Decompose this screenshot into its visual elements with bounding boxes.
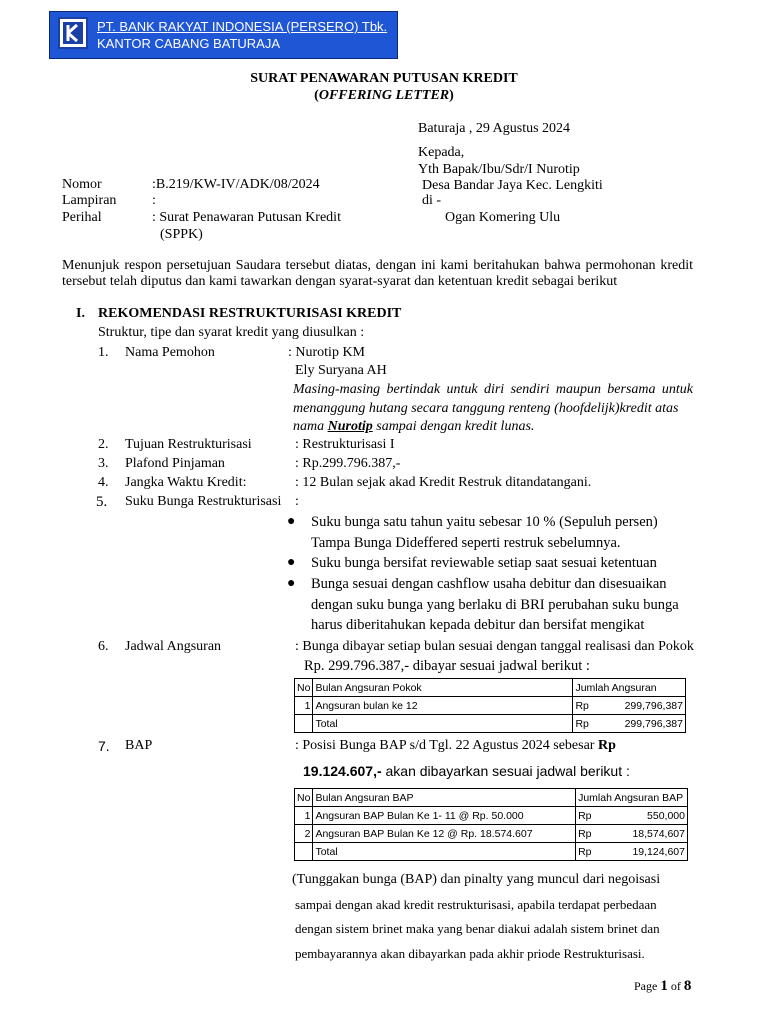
table-header-row — [295, 789, 688, 807]
intro-line-2: tersebut telah diputus dan kami tawarkan dengan syarat-syarat dan ketentuan kredit sebagai berikut — [62, 274, 618, 289]
bullet-dot-icon: ● — [287, 514, 296, 529]
table-cell-no: 2 — [295, 825, 313, 843]
table-cell-no — [295, 843, 313, 861]
bank-name: PT. BANK RAKYAT INDONESIA (PERSERO) Tbk. — [97, 19, 388, 34]
closing-line-3: dengan sistem brinet maka yang benar diakui adalah sistem brinet dan — [295, 921, 660, 936]
table-cell-no: 1 — [295, 697, 313, 715]
page-indicator: Page 1 of 8 — [634, 978, 692, 994]
item-3-number: 3. — [98, 456, 109, 471]
bullet-1-line-1: Suku bunga satu tahun yaitu sebesar 10 % (Sepuluh persen) — [311, 514, 658, 530]
table-cell-amount: 18,574,607 — [626, 825, 688, 843]
item-1-note-3: nama Nurotip sampai dengan kredit lunas. — [293, 419, 535, 434]
bri-logo-icon — [58, 17, 88, 49]
branch-name: KANTOR CABANG BATURAJA — [97, 36, 280, 51]
bap-table — [294, 788, 688, 861]
table-cell-desc: Total — [313, 843, 576, 861]
nomor-label: Nomor — [62, 177, 102, 192]
closing-line-4: pembayarannya akan dibayarkan pada akhir priode Restrukturisasi. — [295, 946, 645, 961]
section-heading: REKOMENDASI RESTRUKTURISASI KREDIT — [98, 306, 402, 321]
bullet-3-line-3: harus diberitahukan kepada debitur dan bersifat mengikat — [311, 617, 645, 633]
item-4-label: Jangka Waktu Kredit: — [125, 475, 247, 490]
place-date: Baturaja , 29 Agustus 2024 — [418, 121, 571, 136]
table-header-desc: Bulan Angsuran BAP — [313, 789, 576, 807]
item-6-value-2: Rp. 299.796.387,- dibayar sesuai jadwal berikut : — [304, 658, 590, 674]
bullet-dot-icon: ● — [287, 576, 296, 591]
table-cell-desc: Total — [313, 715, 573, 733]
item-1-value: : Nurotip KM — [288, 345, 365, 360]
item-4-number: 4. — [98, 475, 109, 490]
item-3-value: : Rp.299.796.387,- — [295, 456, 401, 471]
table-cell-amount: 299,796,387 — [623, 715, 686, 733]
item-5-label: Suku Bunga Restrukturisasi — [125, 494, 282, 509]
item-1-label: Nama Pemohon — [125, 345, 215, 360]
table-row — [295, 697, 686, 715]
table-row-total — [295, 843, 688, 861]
table-header-no: No — [295, 789, 313, 807]
table-header-amount: Jumlah Angsuran BAP — [576, 789, 688, 807]
table-header-row — [295, 679, 686, 697]
recipient-city: Ogan Komering Ulu — [445, 210, 561, 225]
intro-line-1: Menunjuk respon persetujuan Saudara tersebut diatas, dengan ini kami beritahukan bahwa permohonan kredit — [62, 258, 693, 273]
table-row — [295, 807, 688, 825]
item-1-number: 1. — [98, 345, 109, 360]
item-7-value-2: 19.124.607,- akan dibayarkan sesuai jadwal berikut : — [303, 763, 630, 779]
nomor-value: :B.219/KW-IV/ADK/08/2024 — [152, 177, 320, 192]
table-header-no: No — [295, 679, 313, 697]
table-cell-currency: Rp — [573, 715, 623, 733]
item-4-value: : 12 Bulan sejak akad Kredit Restruk ditandatangani. — [295, 475, 592, 490]
item-6-label: Jadwal Angsuran — [125, 639, 222, 654]
installment-table — [294, 678, 686, 733]
table-cell-desc: Angsuran bulan ke 12 — [313, 697, 573, 715]
table-cell-currency: Rp — [573, 697, 623, 715]
document-subtitle: (OFFERING LETTER) — [314, 88, 454, 103]
table-cell-desc: Angsuran BAP Bulan Ke 12 @ Rp. 18.574.607 — [313, 825, 576, 843]
perihal-label: Perihal — [62, 210, 102, 225]
recipient-to: Kepada, — [418, 145, 465, 160]
table-cell-amount: 19,124,607 — [626, 843, 688, 861]
item-2-value: : Restrukturisasi I — [295, 437, 395, 452]
perihal-value-2: (SPPK) — [160, 227, 203, 242]
table-cell-no: 1 — [295, 807, 313, 825]
item-3-label: Plafond Pinjaman — [125, 456, 225, 471]
recipient-di: di - — [422, 193, 442, 208]
bullet-2: Suku bunga bersifat reviewable setiap saat sesuai ketentuan — [311, 555, 657, 571]
table-row — [295, 825, 688, 843]
lampiran-value: : — [152, 193, 156, 208]
closing-line-1: (Tunggakan bunga (BAP) dan pinalty yang muncul dari negoisasi — [292, 872, 661, 887]
table-header-amount: Jumlah Angsuran — [573, 679, 686, 697]
table-cell-desc: Angsuran BAP Bulan Ke 1- 11 @ Rp. 50.000 — [313, 807, 576, 825]
table-cell-currency: Rp — [576, 843, 626, 861]
perihal-value: : Surat Penawaran Putusan Kredit — [152, 210, 341, 225]
item-1-note-1: Masing-masing bertindak untuk diri sendiri maupun bersama untuk — [293, 382, 693, 397]
item-5-value: : — [295, 494, 299, 509]
closing-line-2: sampai dengan akad kredit restrukturisasi, apabila terdapat perbedaan — [295, 897, 657, 912]
document-title: SURAT PENAWARAN PUTUSAN KREDIT — [250, 71, 518, 86]
recipient-address: Desa Bandar Jaya Kec. Lengkiti — [422, 178, 603, 193]
table-header-desc: Bulan Angsuran Pokok — [313, 679, 573, 697]
table-cell-no — [295, 715, 313, 733]
recipient-name: Yth Bapak/Ibu/Sdr/I Nurotip — [418, 162, 580, 177]
table-cell-currency: Rp — [576, 825, 626, 843]
table-cell-amount: 550,000 — [626, 807, 688, 825]
item-7-label: BAP — [125, 738, 153, 753]
table-row-total — [295, 715, 686, 733]
item-7-number: 7. — [98, 738, 110, 754]
item-1-note-2: menanggung hutang secara tanggung renteng (hoofdelijk)kredit atas — [293, 401, 679, 416]
lampiran-label: Lampiran — [62, 193, 117, 208]
bullet-3-line-2: dengan suku bunga yang berlaku di BRI perubahan suku bunga — [311, 597, 679, 613]
item-1-value-2: Ely Suryana AH — [295, 363, 387, 378]
section-subheading: Struktur, tipe dan syarat kredit yang diusulkan : — [98, 325, 365, 340]
item-6-value: : Bunga dibayar setiap bulan sesuai dengan tanggal realisasi dan Pokok — [295, 639, 694, 654]
table-cell-amount: 299,796,387 — [623, 697, 686, 715]
table-cell-currency: Rp — [576, 807, 626, 825]
bullet-dot-icon: ● — [287, 555, 296, 570]
item-5-number: 5. — [96, 494, 108, 510]
bullet-1-line-2: Tampa Bunga Dideffered seperti restruk sebelumnya. — [311, 535, 621, 551]
item-2-label: Tujuan Restrukturisasi — [125, 437, 252, 452]
item-6-number: 6. — [98, 639, 109, 654]
item-2-number: 2. — [98, 437, 109, 452]
item-7-value: : Posisi Bunga BAP s/d Tgl. 22 Agustus 2024 sebesar Rp — [295, 738, 616, 753]
section-number: I. — [76, 306, 85, 321]
bullet-3-line-1: Bunga sesuai dengan cashflow usaha debitur dan disesuaikan — [311, 576, 667, 592]
